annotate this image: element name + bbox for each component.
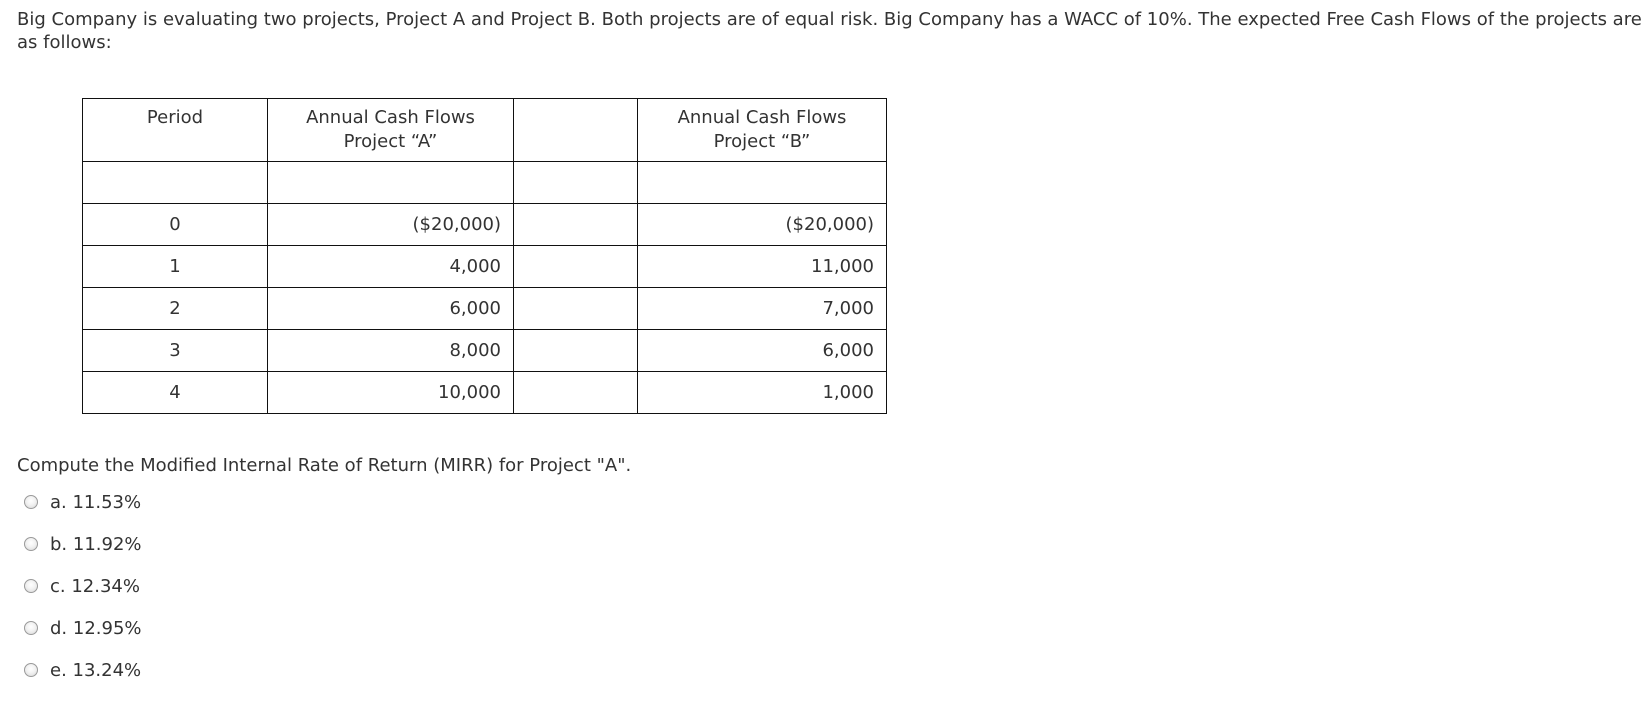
option-b[interactable] [24,523,142,565]
table-header-row [83,99,887,162]
cell-blank [514,330,638,372]
cell-blank [514,204,638,246]
option-label: b. 11.92% [50,533,142,555]
cell-period [83,162,268,204]
cell-blank [514,246,638,288]
header-project-b: Annual Cash Flows Project “B” [638,99,887,162]
cell-project-b: 7,000 [638,288,887,330]
cell-project-a: 4,000 [268,246,514,288]
radio-button-icon[interactable] [24,537,38,551]
header-blank [514,99,638,162]
table-row [83,372,887,414]
cell-period: 2 [83,288,268,330]
cell-period: 0 [83,204,268,246]
cell-period: 1 [83,246,268,288]
cell-period: 3 [83,330,268,372]
radio-button-icon[interactable] [24,663,38,677]
table-row [83,246,887,288]
cell-project-a: ($20,000) [268,204,514,246]
table-row [83,288,887,330]
cell-project-a: 10,000 [268,372,514,414]
option-label: c. 12.34% [50,575,140,597]
cell-project-b: 1,000 [638,372,887,414]
option-label: a. 11.53% [50,491,142,513]
question-text: Compute the Modified Internal Rate of Return (MIRR) for Project "A". [17,455,632,476]
header-project-a: Annual Cash Flows Project “A” [268,99,514,162]
cell-project-b: 6,000 [638,330,887,372]
cell-project-a: 6,000 [268,288,514,330]
cell-project-b: 11,000 [638,246,887,288]
cash-flow-table [82,98,887,414]
option-c[interactable] [24,565,142,607]
cell-blank [514,372,638,414]
radio-button-icon[interactable] [24,579,38,593]
radio-button-icon[interactable] [24,495,38,509]
cell-blank [514,288,638,330]
option-e[interactable] [24,649,142,691]
option-label: e. 13.24% [50,659,142,681]
cell-project-b [638,162,887,204]
option-d[interactable] [24,607,142,649]
cell-blank [514,162,638,204]
answer-options [24,492,142,702]
cell-project-a [268,162,514,204]
option-a[interactable] [24,481,142,523]
cell-period: 4 [83,372,268,414]
option-label: d. 12.95% [50,617,142,639]
table-row [83,204,887,246]
header-period: Period [83,99,268,162]
problem-intro-text: Big Company is evaluating two projects, Project A and Project B. Both projects are of equal risk. Big Company has a WACC of 10%. The expected Free Cash Flows of the projects are as follows: [17,9,1642,53]
table-row [83,330,887,372]
cell-project-b: ($20,000) [638,204,887,246]
table-row [83,162,887,204]
radio-button-icon[interactable] [24,621,38,635]
cell-project-a: 8,000 [268,330,514,372]
